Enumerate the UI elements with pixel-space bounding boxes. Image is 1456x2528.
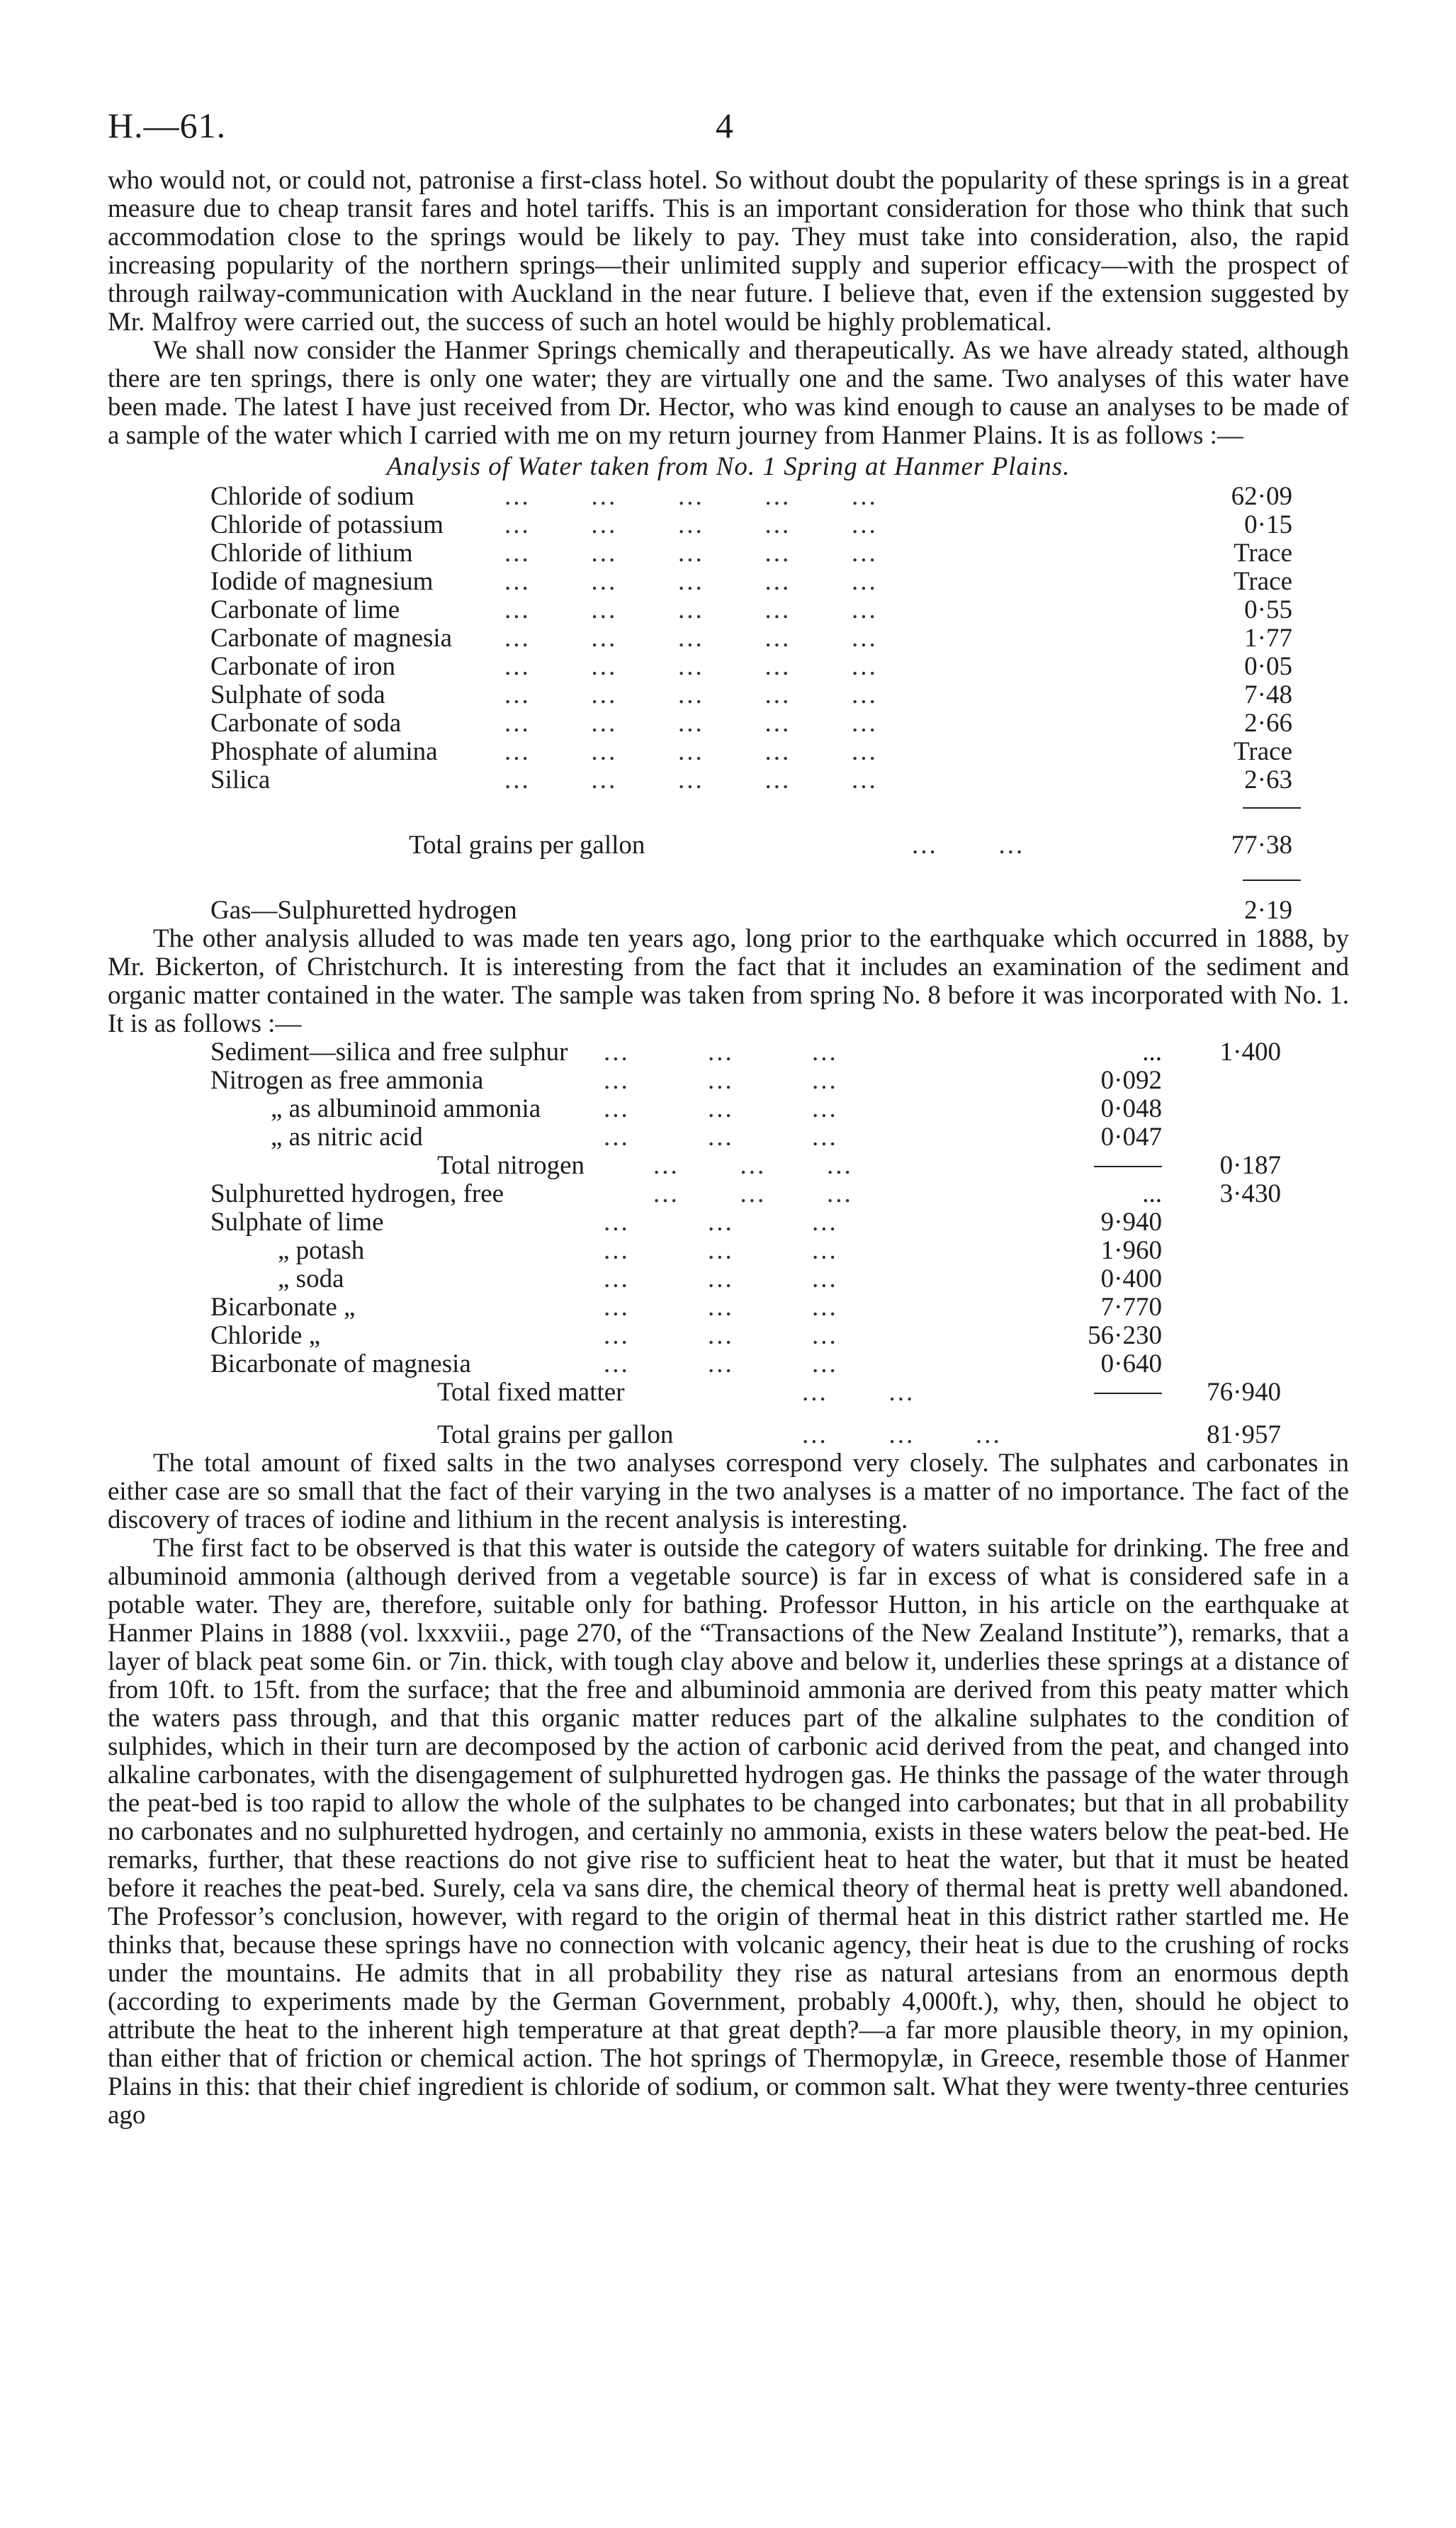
row-value: 2·66 [1244, 709, 1292, 738]
paragraph: The other analysis alluded to was made ten years ago, long prior to the earthquake which occurred in 1888, by Mr. Bickerton, of Christchurch. It is interesting from the fact that it includes an examination of the sediment and organic matter contained in the water. The sample was taken from spring No. 8 before it was incorporated with No. 1. It is as follows :— [108, 924, 1349, 1038]
table-rule-row [108, 860, 1349, 897]
row-value-b: 0·187 [1219, 1151, 1281, 1180]
row-label: Sulphuretted hydrogen, free [210, 1179, 504, 1208]
row-value: 2·63 [1244, 765, 1292, 794]
subtotal-rule [1094, 1166, 1162, 1167]
row-label: „ potash [278, 1236, 365, 1265]
table-row [108, 1180, 1349, 1208]
leader-dots: ... ... ... ... ... [504, 539, 878, 568]
leader-dots: ... ... ... ... ... [504, 624, 878, 653]
row-label: „ soda [278, 1264, 344, 1293]
row-value-b: 1·400 [1219, 1038, 1281, 1067]
table-row [108, 624, 1349, 653]
gas-value: 2·19 [1244, 896, 1292, 925]
table-row [108, 1123, 1349, 1152]
row-label: Iodide of magnesium [210, 567, 434, 596]
subtotal-rule [1094, 1393, 1162, 1394]
table-row [108, 709, 1349, 738]
leader-dots: ... ... ... [604, 1264, 838, 1293]
leader-dots: ... ... ... [604, 1208, 838, 1237]
table-row [108, 596, 1349, 624]
table-subtotal-row [108, 1378, 1349, 1407]
total-rule [1243, 880, 1301, 881]
row-value-a: 0·048 [1100, 1094, 1162, 1123]
table-total-row [108, 1421, 1349, 1449]
total-value: 81·957 [1207, 1420, 1281, 1449]
gas-label: Gas—Sulphuretted hydrogen [210, 896, 517, 925]
row-label: Carbonate of iron [210, 652, 395, 681]
row-value-b: 76·940 [1207, 1378, 1281, 1407]
total-label: Total grains per gallon [409, 831, 645, 860]
gas-row [108, 897, 1349, 925]
leader-dots: ... ... ... ... ... [504, 765, 878, 794]
row-label: Silica [210, 765, 271, 794]
leader-dots: ... ... ... [653, 1179, 853, 1208]
table-row [108, 766, 1349, 794]
leader-dots: ... ... ... ... ... [504, 482, 878, 511]
table-row [108, 1208, 1349, 1237]
leader-dots: ... ... ... [604, 1123, 838, 1152]
leader-dots: ... ... ... [604, 1321, 838, 1350]
row-value-a: ... [1142, 1179, 1162, 1208]
leader-dots: ... ... ... ... ... [504, 567, 878, 596]
row-label: Carbonate of lime [210, 595, 400, 624]
leader-dots: ... ... ... [604, 1066, 838, 1095]
row-value: 1·77 [1244, 624, 1292, 653]
row-value-a: 0·400 [1100, 1264, 1162, 1293]
table-row [108, 1095, 1349, 1123]
row-value: 0·15 [1244, 510, 1292, 539]
leader-dots: ... ... ... [802, 1420, 1002, 1449]
leader-dots: ... ... ... ... ... [504, 595, 878, 624]
table-row [108, 1322, 1349, 1350]
row-label: Sulphate of lime [210, 1208, 384, 1237]
table-row [108, 1265, 1349, 1293]
row-label: Chloride of lithium [210, 539, 413, 568]
table-rule-row [108, 794, 1349, 831]
total-label: Total grains per gallon [437, 1420, 674, 1449]
table-row [108, 568, 1349, 596]
row-label: Carbonate of magnesia [210, 624, 453, 653]
leader-dots: ... ... [912, 831, 1025, 860]
row-value-a: 1·960 [1100, 1236, 1162, 1265]
row-label: Sulphate of soda [210, 680, 385, 709]
row-value-b: 3·430 [1219, 1179, 1281, 1208]
paragraph: The first fact to be observed is that this water is outside the category of waters suitable for drinking. The free and albuminoid ammonia (although derived from a vegetable source) is far in excess of what is considered safe in a potable water. They are, therefore, suitable only for bathing. Professor Hutton, in his article on the earthquake at Hanmer Plains in 1888 (vol. lxxxviii., page 270, of the “Transactions of the New Zealand Institute”), remarks, that a layer of black peat some 6in. or 7in. thick, with tough clay above and below it, underlies these springs at a distance of from 10ft. to 15ft. from the surface; that the free and albuminoid ammonia are derived from this peaty matter which the waters pass through, and that this organic matter reduces part of the alkaline sulphates to the condition of sulphides, which in their turn are decomposed by the action of carbonic acid derived from the peat, and changed into alkaline carbonates, with the disengagement of sulphuretted hydrogen gas. He thinks the passage of the water through the peat-bed is too rapid to allow the whole of the sulphates to be changed into carbonates; but that in all probability no carbonates and no sulphuretted hydrogen, and certainly no ammonia, exists in these waters below the peat-bed. He remarks, further, that these reactions do not give rise to sufficient heat to heat the water, but that it must be heated before it reaches the peat-bed. Surely, cela va sans dire, the chemical theory of thermal heat is pretty well abandoned. The Professor’s conclusion, however, with regard to the origin of thermal heat in this district rather startled me. He thinks that, because these springs have no connection with volcanic agency, their heat is due to the crushing of rocks under the mountains. He admits that in all probability they rise as natural artesians from an enormous depth (according to experiments made by the German Government, probably 4,000ft.), why, then, should he object to attribute the heat to the inherent high temperature at that great depth?—a far more plausible theory, in my opinion, than either that of friction or chemical action. The hot springs of Thermopylæ, in Greece, resemble those of Hanmer Plains in this: that their chief ingredient is chloride of sodium, or common salt. What they were twenty-three centuries ago [108, 1534, 1349, 2130]
row-label: „ as albuminoid ammonia [271, 1094, 541, 1123]
total-rule [1243, 807, 1301, 809]
paragraph: We shall now consider the Hanmer Springs chemically and therapeutically. As we have already stated, although there are ten springs, there is only one water; they are virtually one and the same. Two analyses of this water have been made. The latest I have just received from Dr. Hector, who was kind enough to cause an analyses to be made of a sample of the water which I carried with me on my return journey from Hanmer Plains. It is as follows :— [108, 336, 1349, 450]
page-body [108, 167, 1349, 2130]
row-value-a: 0·640 [1100, 1349, 1162, 1378]
leader-dots: ... ... ... ... ... [504, 680, 878, 709]
row-label: Chloride of potassium [210, 510, 444, 539]
leader-dots: ... ... ... [604, 1038, 838, 1067]
row-label: Sediment—silica and free sulphur [210, 1038, 568, 1067]
row-label: Carbonate of soda [210, 709, 402, 738]
total-value: 77·38 [1231, 831, 1292, 860]
row-label: „ as nitric acid [271, 1123, 423, 1152]
row-label: Phosphate of alumina [210, 737, 438, 766]
paragraph: who would not, or could not, patronise a first-class hotel. So without doubt the popularity of these springs is in a great measure due to cheap transit fares and hotel tariffs. This is an important consideration for those who think that such accommodation close to the springs would be likely to pay. They must take into consideration, also, the rapid increasing popularity of the northern springs—their unlimited supply and superior efficacy—with the prospect of through railway-communication with Auckland in the near future. I believe that, even if the extension suggested by Mr. Malfroy were carried out, the success of such an hotel would be highly problematical. [108, 166, 1349, 337]
row-value: 7·48 [1244, 680, 1292, 709]
leader-dots: ... ... ... [604, 1236, 838, 1265]
row-label: Total fixed matter [437, 1378, 625, 1407]
paragraph: The total amount of fixed salts in the two analyses correspond very closely. The sulphates and carbonates in either case are so small that the fact of their varying in the two analyses is a matter of no importance. The fact of the discovery of traces of iodine and lithium in the recent analysis is interesting. [108, 1449, 1349, 1534]
table-row [108, 1293, 1349, 1322]
analysis-table-1 [108, 483, 1349, 925]
row-value-a: ... [1142, 1038, 1162, 1067]
leader-dots: ... ... ... [604, 1349, 838, 1378]
table-row [108, 539, 1349, 568]
report-reference: H.—61. [108, 106, 227, 145]
row-value: 62·09 [1231, 482, 1292, 511]
row-value: Trace [1234, 567, 1292, 596]
row-label: Bicarbonate of magnesia [210, 1349, 471, 1378]
row-label: Bicarbonate „ [210, 1293, 356, 1322]
row-value: Trace [1234, 539, 1292, 568]
table-row [108, 1350, 1349, 1378]
table-row [108, 483, 1349, 511]
table-row [108, 1038, 1349, 1067]
table-subtotal-row [108, 1152, 1349, 1180]
leader-dots: ... ... ... [604, 1094, 838, 1123]
row-value: 0·05 [1244, 652, 1292, 681]
page-number: 4 [716, 106, 733, 145]
table-row [108, 681, 1349, 709]
table-total-row [108, 831, 1349, 860]
leader-dots: ... ... ... ... ... [504, 709, 878, 738]
row-label: Total nitrogen [437, 1151, 585, 1180]
leader-dots: ... ... [802, 1378, 915, 1407]
row-value: 0·55 [1244, 595, 1292, 624]
row-value-a: 56·230 [1088, 1321, 1162, 1350]
row-value-a: 7·770 [1100, 1293, 1162, 1322]
row-value-a: 0·092 [1100, 1066, 1162, 1095]
leader-dots: ... ... ... ... ... [504, 510, 878, 539]
row-label: Nitrogen as free ammonia [210, 1066, 484, 1095]
row-label: Chloride of sodium [210, 482, 414, 511]
table-row [108, 1067, 1349, 1095]
leader-dots: ... ... ... ... ... [504, 737, 878, 766]
row-value-a: 9·940 [1100, 1208, 1162, 1237]
row-label: Chloride „ [210, 1321, 321, 1350]
table-row [108, 511, 1349, 539]
leader-dots: ... ... ... [653, 1151, 853, 1180]
spacer [108, 1407, 1349, 1421]
analysis-table-2 [108, 1038, 1349, 1449]
table-row [108, 738, 1349, 766]
row-value-a: 0·047 [1100, 1123, 1162, 1152]
table-row [108, 653, 1349, 681]
row-value: Trace [1234, 737, 1292, 766]
analysis-caption: Analysis of Water taken from No. 1 Spring at Hanmer Plains. [386, 452, 1071, 481]
leader-dots: ... ... ... ... ... [504, 652, 878, 681]
leader-dots: ... ... ... [604, 1293, 838, 1322]
table-row [108, 1237, 1349, 1265]
